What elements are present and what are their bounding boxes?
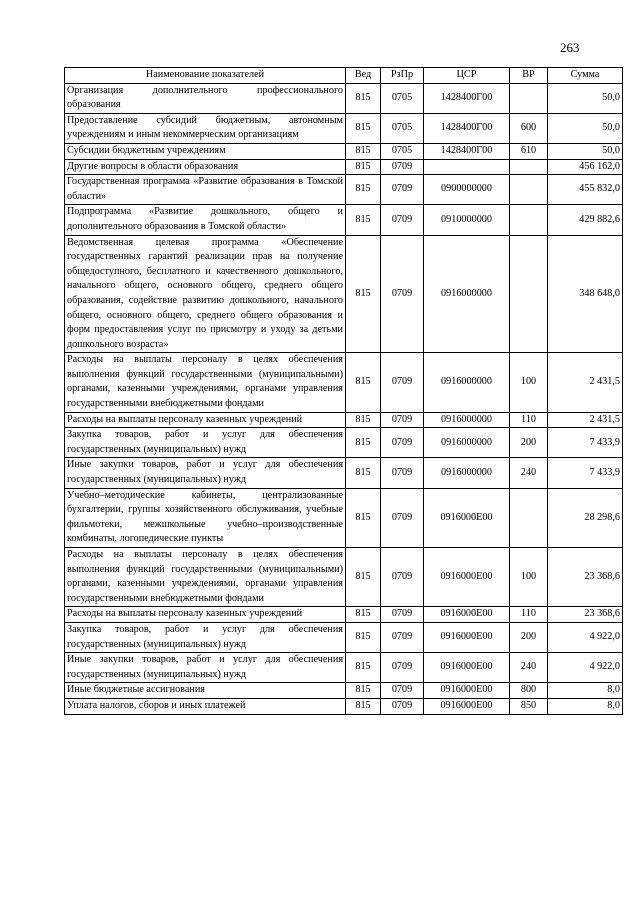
cell-rzpr: 0709 [381, 458, 424, 488]
cell-sum: 7 433,9 [548, 428, 623, 458]
cell-sum: 2 431,5 [548, 412, 623, 428]
cell-rzpr: 0709 [381, 488, 424, 547]
cell-ved: 815 [346, 83, 381, 113]
cell-csr: 0916000Е00 [424, 622, 510, 652]
cell-sum: 8,0 [548, 683, 623, 699]
table-row [65, 143, 623, 159]
cell-csr: 0916000000 [424, 235, 510, 353]
cell-name: Ведомственная целевая программа «Обеспечение государственных гарантий реализации прав на получение общедоступного, бесплатного и качественного дошкольного, начального общего, основного общего, среднего общего образования, содействие развитию дошкольного, начального общего, основного общего, среднего общего образования и форм предоставления услуг по присмотру и уходу за детьми дошкольного возраста» [65, 235, 346, 353]
cell-name: Учебно–методические кабинеты, централизованные бухгалтерии, группы хозяйственного обслуживания, учебные фильмотеки, межшкольные учебно–производственные комбинаты, логопедические пункты [65, 488, 346, 547]
cell-name: Государственная программа «Развитие образования в Томской области» [65, 175, 346, 205]
cell-rzpr: 0709 [381, 607, 424, 623]
cell-rzpr: 0709 [381, 175, 424, 205]
cell-sum: 7 433,9 [548, 458, 623, 488]
cell-ved: 815 [346, 622, 381, 652]
budget-table [64, 67, 623, 715]
cell-rzpr: 0709 [381, 205, 424, 235]
cell-name: Уплата налогов, сборов и иных платежей [65, 698, 346, 714]
cell-name: Другие вопросы в области образования [65, 159, 346, 175]
table-row [65, 113, 623, 143]
cell-sum: 50,0 [548, 83, 623, 113]
cell-name: Организация дополнительного профессионального образования [65, 83, 346, 113]
cell-ved: 815 [346, 428, 381, 458]
header-name: Наименование показателей [65, 68, 346, 84]
cell-vr: 600 [510, 113, 548, 143]
cell-ved: 815 [346, 653, 381, 683]
cell-vr [510, 83, 548, 113]
cell-ved: 815 [346, 458, 381, 488]
cell-ved: 815 [346, 175, 381, 205]
cell-name: Расходы на выплаты персоналу казенных учреждений [65, 412, 346, 428]
cell-rzpr: 0705 [381, 113, 424, 143]
table-row [65, 205, 623, 235]
table-row [65, 683, 623, 699]
cell-ved: 815 [346, 607, 381, 623]
cell-sum: 28 298,6 [548, 488, 623, 547]
cell-name: Расходы на выплаты персоналу казенных учреждений [65, 607, 346, 623]
table-row [65, 548, 623, 607]
cell-sum: 2 431,5 [548, 353, 623, 412]
cell-rzpr: 0709 [381, 412, 424, 428]
cell-vr: 110 [510, 607, 548, 623]
table-row [65, 622, 623, 652]
cell-ved: 815 [346, 698, 381, 714]
cell-sum: 23 368,6 [548, 548, 623, 607]
cell-csr: 0916000Е00 [424, 548, 510, 607]
cell-vr: 850 [510, 698, 548, 714]
cell-name: Закупка товаров, работ и услуг для обеспечения государственных (муниципальных) нужд [65, 622, 346, 652]
cell-csr: 0916000000 [424, 458, 510, 488]
cell-csr [424, 159, 510, 175]
cell-rzpr: 0709 [381, 159, 424, 175]
cell-rzpr: 0705 [381, 83, 424, 113]
table-row [65, 698, 623, 714]
header-sum: Сумма [548, 68, 623, 84]
table-row [65, 607, 623, 623]
cell-ved: 815 [346, 488, 381, 547]
cell-sum: 8,0 [548, 698, 623, 714]
cell-ved: 815 [346, 159, 381, 175]
header-ved: Вед [346, 68, 381, 84]
cell-sum: 50,0 [548, 113, 623, 143]
table-row [65, 488, 623, 547]
cell-csr: 0916000000 [424, 412, 510, 428]
cell-sum: 23 368,6 [548, 607, 623, 623]
cell-rzpr: 0709 [381, 353, 424, 412]
cell-vr: 100 [510, 548, 548, 607]
cell-csr: 0916000000 [424, 353, 510, 412]
cell-vr: 240 [510, 458, 548, 488]
cell-name: Иные закупки товаров, работ и услуг для обеспечения государственных (муниципальных) нужд [65, 653, 346, 683]
cell-vr: 200 [510, 622, 548, 652]
cell-vr [510, 159, 548, 175]
cell-csr: 1428400Г00 [424, 83, 510, 113]
cell-csr: 0900000000 [424, 175, 510, 205]
cell-rzpr: 0709 [381, 548, 424, 607]
table-row [65, 428, 623, 458]
cell-rzpr: 0709 [381, 683, 424, 699]
cell-vr [510, 235, 548, 353]
table-row [65, 83, 623, 113]
cell-ved: 815 [346, 412, 381, 428]
cell-csr: 0916000Е00 [424, 607, 510, 623]
cell-csr: 0916000Е00 [424, 698, 510, 714]
cell-rzpr: 0709 [381, 428, 424, 458]
cell-name: Расходы на выплаты персоналу в целях обеспечения выполнения функций государственными (муниципальными) органами, казенными учреждениями, органами управления государственными внебюджетными фондами [65, 353, 346, 412]
cell-sum: 429 882,6 [548, 205, 623, 235]
table-header-row [65, 68, 623, 84]
cell-sum: 50,0 [548, 143, 623, 159]
page-number: 263 [560, 40, 580, 55]
cell-rzpr: 0709 [381, 698, 424, 714]
cell-vr: 110 [510, 412, 548, 428]
table-row [65, 458, 623, 488]
cell-sum: 455 832,0 [548, 175, 623, 205]
cell-name: Предоставление субсидий бюджетным, автономным учреждениям и иным некоммерческим организациям [65, 113, 346, 143]
cell-ved: 815 [346, 143, 381, 159]
cell-ved: 815 [346, 683, 381, 699]
cell-csr: 1428400Г00 [424, 113, 510, 143]
cell-vr: 610 [510, 143, 548, 159]
cell-ved: 815 [346, 205, 381, 235]
table-row [65, 653, 623, 683]
cell-csr: 0916000000 [424, 428, 510, 458]
cell-csr: 0916000Е00 [424, 653, 510, 683]
cell-rzpr: 0709 [381, 622, 424, 652]
cell-csr: 1428400Г00 [424, 143, 510, 159]
cell-vr: 100 [510, 353, 548, 412]
cell-vr [510, 488, 548, 547]
cell-vr: 800 [510, 683, 548, 699]
cell-vr: 200 [510, 428, 548, 458]
cell-name: Закупка товаров, работ и услуг для обеспечения государственных (муниципальных) нужд [65, 428, 346, 458]
cell-name: Субсидии бюджетным учреждениям [65, 143, 346, 159]
table-row [65, 235, 623, 353]
cell-csr: 0916000Е00 [424, 683, 510, 699]
header-csr: ЦСР [424, 68, 510, 84]
cell-ved: 815 [346, 548, 381, 607]
cell-name: Расходы на выплаты персоналу в целях обеспечения выполнения функций государственными (муниципальными) органами, казенными учреждениями, органами управления государственными внебюджетными фондами [65, 548, 346, 607]
table-row [65, 353, 623, 412]
cell-name: Подпрограмма «Развитие дошкольного, общего и дополнительного образования в Томской области» [65, 205, 346, 235]
cell-rzpr: 0709 [381, 235, 424, 353]
cell-ved: 815 [346, 353, 381, 412]
cell-vr: 240 [510, 653, 548, 683]
cell-rzpr: 0705 [381, 143, 424, 159]
cell-vr [510, 205, 548, 235]
table-body [65, 83, 623, 714]
cell-sum: 348 648,0 [548, 235, 623, 353]
cell-name: Иные бюджетные ассигнования [65, 683, 346, 699]
table-row [65, 412, 623, 428]
header-vr: ВР [510, 68, 548, 84]
cell-ved: 815 [346, 235, 381, 353]
table-row [65, 175, 623, 205]
cell-sum: 4 922,0 [548, 653, 623, 683]
cell-name: Иные закупки товаров, работ и услуг для обеспечения государственных (муниципальных) нужд [65, 458, 346, 488]
cell-csr: 0916000Е00 [424, 488, 510, 547]
cell-sum: 456 162,0 [548, 159, 623, 175]
cell-vr [510, 175, 548, 205]
header-rzpr: РзПр [381, 68, 424, 84]
cell-sum: 4 922,0 [548, 622, 623, 652]
cell-ved: 815 [346, 113, 381, 143]
table-row [65, 159, 623, 175]
cell-rzpr: 0709 [381, 653, 424, 683]
cell-csr: 0910000000 [424, 205, 510, 235]
